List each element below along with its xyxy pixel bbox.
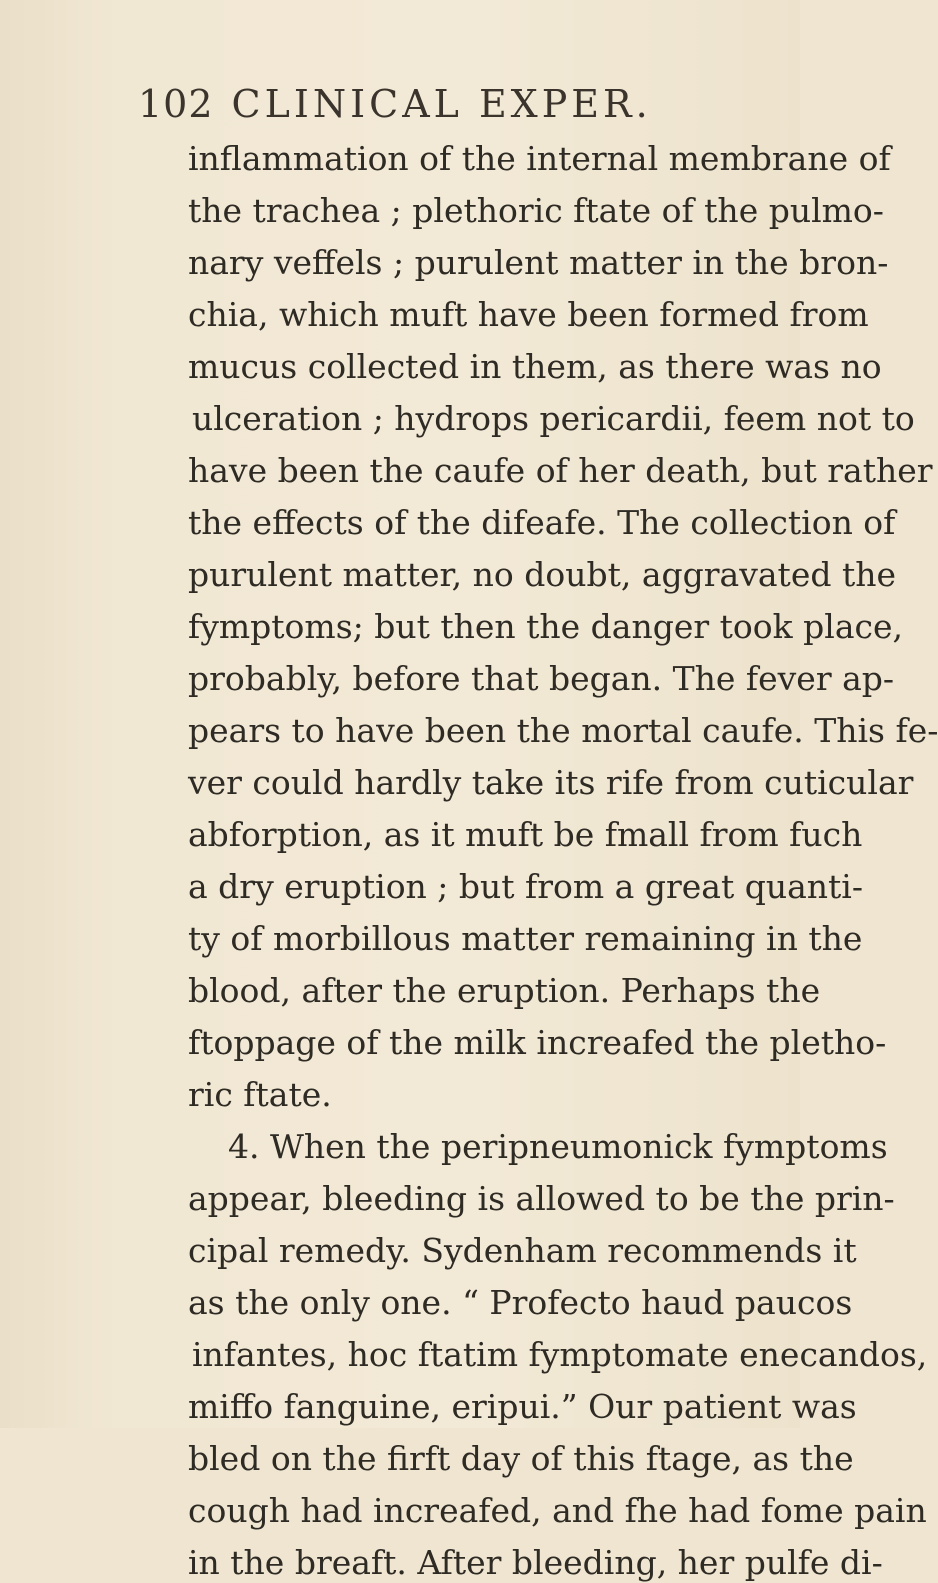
text-line: blood, after the eruption. Perhaps the <box>188 971 821 1010</box>
text-line: miffo fanguine, eripui.” Our patient was <box>188 1387 857 1426</box>
text-line: a dry eruption ; but from a great quanti- <box>188 867 863 906</box>
text-line: pears to have been the mortal caufe. This fe- <box>188 711 938 750</box>
running-title: CLINICAL EXPER. <box>231 82 652 126</box>
text-line: ulceration ; hydrops pericardii, feem not to <box>192 399 915 438</box>
text-line: purulent matter, no doubt, aggravated the <box>188 555 897 594</box>
text-line: inflammation of the internal membrane of <box>188 139 891 178</box>
page-number: 102 <box>138 82 214 126</box>
text-line: chia, which muft have been formed from <box>188 295 869 334</box>
text-line: ric ftate. <box>188 1075 332 1114</box>
text-line: bled on the firft day of this ftage, as the <box>188 1439 854 1478</box>
text-line: infantes, hoc ftatim fymptomate enecandos, <box>192 1335 928 1374</box>
text-line: the trachea ; plethoric ftate of the pulmo- <box>188 191 884 230</box>
text-line: abforption, as it muft be fmall from fuch <box>188 815 863 854</box>
text-line: as the only one. “ Profecto haud paucos <box>188 1283 853 1322</box>
text-line: ftoppage of the milk increafed the pletho- <box>188 1023 887 1062</box>
text-line: in the breaft. After bleeding, her pulfe di- <box>188 1543 883 1582</box>
text-line: appear, bleeding is allowed to be the prin- <box>188 1179 895 1218</box>
text-line: fymptoms; but then the danger took place, <box>188 607 903 646</box>
text-line: the effects of the difeafe. The collection of <box>188 503 896 542</box>
text-line: have been the caufe of her death, but rather <box>188 451 933 490</box>
running-header <box>138 82 652 126</box>
text-line: probably, before that began. The fever ap- <box>188 659 895 698</box>
text-line: ver could hardly take its rife from cuticular <box>188 763 914 802</box>
text-line: cipal remedy. Sydenham recommends it <box>188 1231 857 1270</box>
text-line: 4. When the peripneumonick fymptoms <box>228 1127 888 1166</box>
text-line: cough had increafed, and fhe had fome pain <box>188 1491 927 1530</box>
text-line: ty of morbillous matter remaining in the <box>188 919 863 958</box>
text-line: nary veffels ; purulent matter in the bron- <box>188 243 889 282</box>
text-line: mucus collected in them, as there was no <box>188 347 882 386</box>
